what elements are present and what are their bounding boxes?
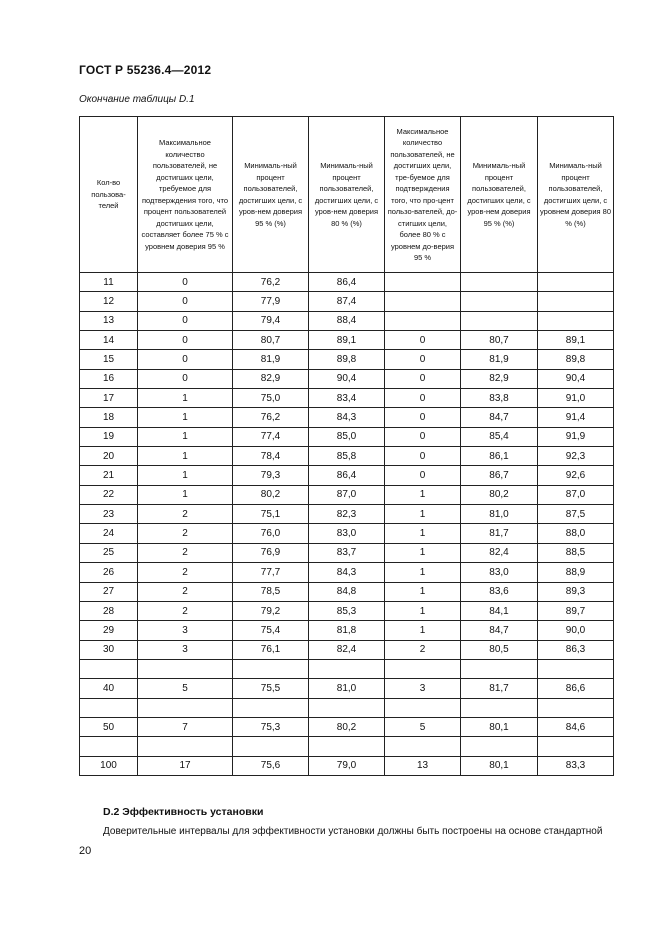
- table-cell: 88,4: [309, 311, 385, 330]
- table-cell: 83,8: [461, 389, 538, 408]
- table-row: [80, 389, 614, 408]
- table-cell: 2: [138, 543, 233, 562]
- table-cell: [538, 659, 614, 678]
- table-row: [80, 640, 614, 659]
- table-cell: 0: [385, 389, 461, 408]
- table-cell: 83,3: [538, 756, 614, 775]
- table-cell: [80, 659, 138, 678]
- table-cell: 84,8: [309, 582, 385, 601]
- table-cell: [385, 311, 461, 330]
- table-cell: 89,3: [538, 582, 614, 601]
- table-cell: 25: [80, 543, 138, 562]
- table-cell: 0: [138, 350, 233, 369]
- table-cell: 79,4: [233, 311, 309, 330]
- table-cell: 1: [138, 447, 233, 466]
- table-cell: 2: [138, 563, 233, 582]
- table-cell: 2: [138, 524, 233, 543]
- table-cell: 14: [80, 331, 138, 350]
- table-cell: 92,3: [538, 447, 614, 466]
- table-row: [80, 447, 614, 466]
- table-cell: 77,9: [233, 292, 309, 311]
- table-cell: [461, 292, 538, 311]
- table-cell: 17: [138, 756, 233, 775]
- table-cell: 1: [385, 543, 461, 562]
- table-row: [80, 659, 614, 678]
- table-cell: 1: [138, 427, 233, 446]
- table-cell: 87,0: [538, 485, 614, 504]
- table-row: [80, 311, 614, 330]
- table-row: [80, 698, 614, 717]
- header-min-percent-80-conf95: Минималь-ный процент пользователей, достигших цели, с уров-нем доверия 95 % (%): [461, 117, 538, 273]
- table-cell: 79,3: [233, 466, 309, 485]
- table-cell: 82,3: [309, 505, 385, 524]
- table-cell: 0: [385, 427, 461, 446]
- table-cell: 0: [385, 350, 461, 369]
- table-cell: 86,4: [309, 466, 385, 485]
- table-cell: 75,3: [233, 717, 309, 736]
- table-cell: 78,5: [233, 582, 309, 601]
- table-row: [80, 331, 614, 350]
- table-row: [80, 621, 614, 640]
- table-cell: 1: [138, 408, 233, 427]
- table-cell: 40: [80, 679, 138, 698]
- document-header: ГОСТ Р 55236.4—2012: [79, 63, 212, 77]
- table-cell: 75,4: [233, 621, 309, 640]
- table-cell: 13: [80, 311, 138, 330]
- table-row: [80, 524, 614, 543]
- table-cell: 80,7: [461, 331, 538, 350]
- table-row: [80, 408, 614, 427]
- table-cell: [309, 737, 385, 756]
- table-cell: 1: [385, 621, 461, 640]
- table-cell: 76,9: [233, 543, 309, 562]
- table-cell: 85,0: [309, 427, 385, 446]
- table-cell: 89,8: [309, 350, 385, 369]
- table-cell: 91,0: [538, 389, 614, 408]
- table-cell: 90,4: [309, 369, 385, 388]
- table-cell: 89,7: [538, 601, 614, 620]
- table-cell: 82,9: [461, 369, 538, 388]
- table-row: [80, 756, 614, 775]
- table-cell: 0: [385, 331, 461, 350]
- header-min-percent-75-conf95: Минималь-ный процент пользователей, достигших цели, с уров-нем доверия 95 % (%): [233, 117, 309, 273]
- table-cell: 1: [138, 389, 233, 408]
- table-cell: [538, 698, 614, 717]
- table-cell: 1: [385, 485, 461, 504]
- table-cell: 85,8: [309, 447, 385, 466]
- table-cell: 1: [385, 563, 461, 582]
- table-cell: [461, 659, 538, 678]
- table-cell: 78,4: [233, 447, 309, 466]
- table-cell: 0: [138, 331, 233, 350]
- table-row: [80, 350, 614, 369]
- table-cell: 86,6: [538, 679, 614, 698]
- table-cell: 79,0: [309, 756, 385, 775]
- table-row: [80, 273, 614, 292]
- table-cell: 89,8: [538, 350, 614, 369]
- table-cell: [538, 292, 614, 311]
- table-cell: 85,3: [309, 601, 385, 620]
- table-cell: 79,2: [233, 601, 309, 620]
- table-cell: [80, 698, 138, 717]
- table-cell: 89,1: [538, 331, 614, 350]
- table-cell: [138, 737, 233, 756]
- table-cell: 0: [138, 273, 233, 292]
- table-cell: 7: [138, 717, 233, 736]
- table-cell: 87,4: [309, 292, 385, 311]
- table-cell: 15: [80, 350, 138, 369]
- table-row: [80, 679, 614, 698]
- table-cell: 80,1: [461, 756, 538, 775]
- table-cell: 2: [138, 505, 233, 524]
- section-paragraph: Доверительные интервалы для эффективности установки должны быть построены на основе стандартной: [103, 826, 603, 837]
- table-cell: 80,1: [461, 717, 538, 736]
- table-cell: 92,6: [538, 466, 614, 485]
- table-cell: 89,1: [309, 331, 385, 350]
- table-cell: 21: [80, 466, 138, 485]
- table-cell: 83,0: [461, 563, 538, 582]
- table-cell: 75,1: [233, 505, 309, 524]
- table-cell: 87,5: [538, 505, 614, 524]
- table-cell: 86,3: [538, 640, 614, 659]
- table-cell: 82,9: [233, 369, 309, 388]
- table-cell: 83,7: [309, 543, 385, 562]
- table-cell: 17: [80, 389, 138, 408]
- table-cell: 0: [138, 292, 233, 311]
- table-cell: 90,4: [538, 369, 614, 388]
- table-cell: 100: [80, 756, 138, 775]
- table-row: [80, 427, 614, 446]
- data-table: [79, 116, 614, 776]
- table-cell: 81,7: [461, 679, 538, 698]
- table-cell: 2: [385, 640, 461, 659]
- table-cell: 22: [80, 485, 138, 504]
- table-cell: 83,4: [309, 389, 385, 408]
- table-cell: 86,4: [309, 273, 385, 292]
- table-cell: [138, 698, 233, 717]
- table-cell: 0: [138, 369, 233, 388]
- table-cell: 11: [80, 273, 138, 292]
- table-cell: 80,2: [461, 485, 538, 504]
- table-cell: 75,0: [233, 389, 309, 408]
- table-cell: 88,9: [538, 563, 614, 582]
- table-cell: 0: [138, 311, 233, 330]
- table-cell: 75,5: [233, 679, 309, 698]
- table-cell: 2: [138, 582, 233, 601]
- table-cell: 23: [80, 505, 138, 524]
- table-cell: 86,1: [461, 447, 538, 466]
- table-cell: 80,7: [233, 331, 309, 350]
- table-cell: [233, 737, 309, 756]
- table-cell: [309, 698, 385, 717]
- table-cell: 3: [385, 679, 461, 698]
- table-cell: 84,7: [461, 621, 538, 640]
- table-cell: 81,8: [309, 621, 385, 640]
- table-cell: 3: [138, 640, 233, 659]
- table-cell: [461, 311, 538, 330]
- table-body: [80, 273, 614, 776]
- table-cell: 1: [138, 466, 233, 485]
- table-cell: 84,3: [309, 563, 385, 582]
- table-cell: 84,3: [309, 408, 385, 427]
- table-cell: 1: [385, 505, 461, 524]
- table-cell: 81,7: [461, 524, 538, 543]
- table-cell: 84,7: [461, 408, 538, 427]
- page-number: 20: [79, 845, 92, 857]
- table-cell: 20: [80, 447, 138, 466]
- table-cell: 80,5: [461, 640, 538, 659]
- table-row: [80, 601, 614, 620]
- table-cell: 91,9: [538, 427, 614, 446]
- table-cell: 1: [385, 524, 461, 543]
- table-cell: [538, 273, 614, 292]
- table-row: [80, 563, 614, 582]
- table-cell: 26: [80, 563, 138, 582]
- table-cell: 2: [138, 601, 233, 620]
- table-row: [80, 369, 614, 388]
- table-cell: [385, 292, 461, 311]
- table-cell: [138, 659, 233, 678]
- table-caption: Окончание таблицы D.1: [79, 94, 195, 105]
- table-cell: [461, 273, 538, 292]
- table-cell: 84,1: [461, 601, 538, 620]
- table-row: [80, 737, 614, 756]
- table-cell: 83,6: [461, 582, 538, 601]
- table-cell: 19: [80, 427, 138, 446]
- table-row: [80, 582, 614, 601]
- table-cell: 30: [80, 640, 138, 659]
- table-cell: [385, 273, 461, 292]
- table-cell: 88,5: [538, 543, 614, 562]
- table-cell: 3: [138, 621, 233, 640]
- table-cell: 0: [385, 447, 461, 466]
- table-cell: 24: [80, 524, 138, 543]
- table-cell: 29: [80, 621, 138, 640]
- table-cell: [538, 311, 614, 330]
- header-max-failures-75: Максимальное количество пользователей, не достигших цели, требуемое для подтверждения того, что процент пользователей достигших цели, составляет более 75 % с уровнем доверия 95 %: [138, 117, 233, 273]
- table-cell: 81,0: [461, 505, 538, 524]
- table-row: [80, 543, 614, 562]
- table-cell: 81,9: [233, 350, 309, 369]
- table-cell: 85,4: [461, 427, 538, 446]
- table-cell: 82,4: [309, 640, 385, 659]
- header-min-percent-80-conf80: Минималь-ный процент пользователей, достигших цели, с уровнем доверия 80 % (%): [538, 117, 614, 273]
- header-max-failures-80: Максимальное количество пользователей, не достигших цели, тре-буемое для подтверждения того, что про-цент пользо-вателей, до-стигших цели, более 80 % с уровнем до-верия 95 %: [385, 117, 461, 273]
- table-cell: 77,4: [233, 427, 309, 446]
- table-cell: 12: [80, 292, 138, 311]
- table-cell: 5: [385, 717, 461, 736]
- table-cell: 84,6: [538, 717, 614, 736]
- table-cell: 16: [80, 369, 138, 388]
- table-cell: 81,0: [309, 679, 385, 698]
- table-cell: 1: [385, 582, 461, 601]
- table-cell: 18: [80, 408, 138, 427]
- table-cell: 80,2: [309, 717, 385, 736]
- section-heading: D.2 Эффективность установки: [103, 806, 264, 818]
- table-cell: [461, 698, 538, 717]
- table-cell: [80, 737, 138, 756]
- table-cell: 87,0: [309, 485, 385, 504]
- header-users-count: Кол-во пользова-телей: [80, 117, 138, 273]
- table-cell: 76,1: [233, 640, 309, 659]
- table-cell: 76,2: [233, 408, 309, 427]
- table-cell: 90,0: [538, 621, 614, 640]
- table-cell: 13: [385, 756, 461, 775]
- header-min-percent-75-conf80: Минималь-ный процент пользователей, достигших цели, с уров-нем доверия 80 % (%): [309, 117, 385, 273]
- table-cell: 91,4: [538, 408, 614, 427]
- table-cell: 82,4: [461, 543, 538, 562]
- table-cell: 81,9: [461, 350, 538, 369]
- table-cell: 75,6: [233, 756, 309, 775]
- table-row: [80, 717, 614, 736]
- table-cell: 76,2: [233, 273, 309, 292]
- table-cell: 86,7: [461, 466, 538, 485]
- table-cell: 88,0: [538, 524, 614, 543]
- table-cell: 1: [138, 485, 233, 504]
- table-row: [80, 466, 614, 485]
- table-header-row: [80, 117, 614, 273]
- table-cell: [233, 698, 309, 717]
- table-cell: 83,0: [309, 524, 385, 543]
- table-cell: 77,7: [233, 563, 309, 582]
- table-cell: 1: [385, 601, 461, 620]
- table-cell: [309, 659, 385, 678]
- table-cell: 0: [385, 408, 461, 427]
- table-cell: [233, 659, 309, 678]
- table-cell: 76,0: [233, 524, 309, 543]
- table-cell: [538, 737, 614, 756]
- table-cell: 27: [80, 582, 138, 601]
- table-header: [80, 117, 614, 273]
- table-cell: 80,2: [233, 485, 309, 504]
- table-cell: [385, 698, 461, 717]
- table-row: [80, 505, 614, 524]
- table-cell: 5: [138, 679, 233, 698]
- table-row: [80, 292, 614, 311]
- table-cell: 28: [80, 601, 138, 620]
- table-cell: 0: [385, 466, 461, 485]
- table-cell: [385, 659, 461, 678]
- table-cell: [385, 737, 461, 756]
- table-row: [80, 485, 614, 504]
- table-cell: 0: [385, 369, 461, 388]
- table-cell: 50: [80, 717, 138, 736]
- table-cell: [461, 737, 538, 756]
